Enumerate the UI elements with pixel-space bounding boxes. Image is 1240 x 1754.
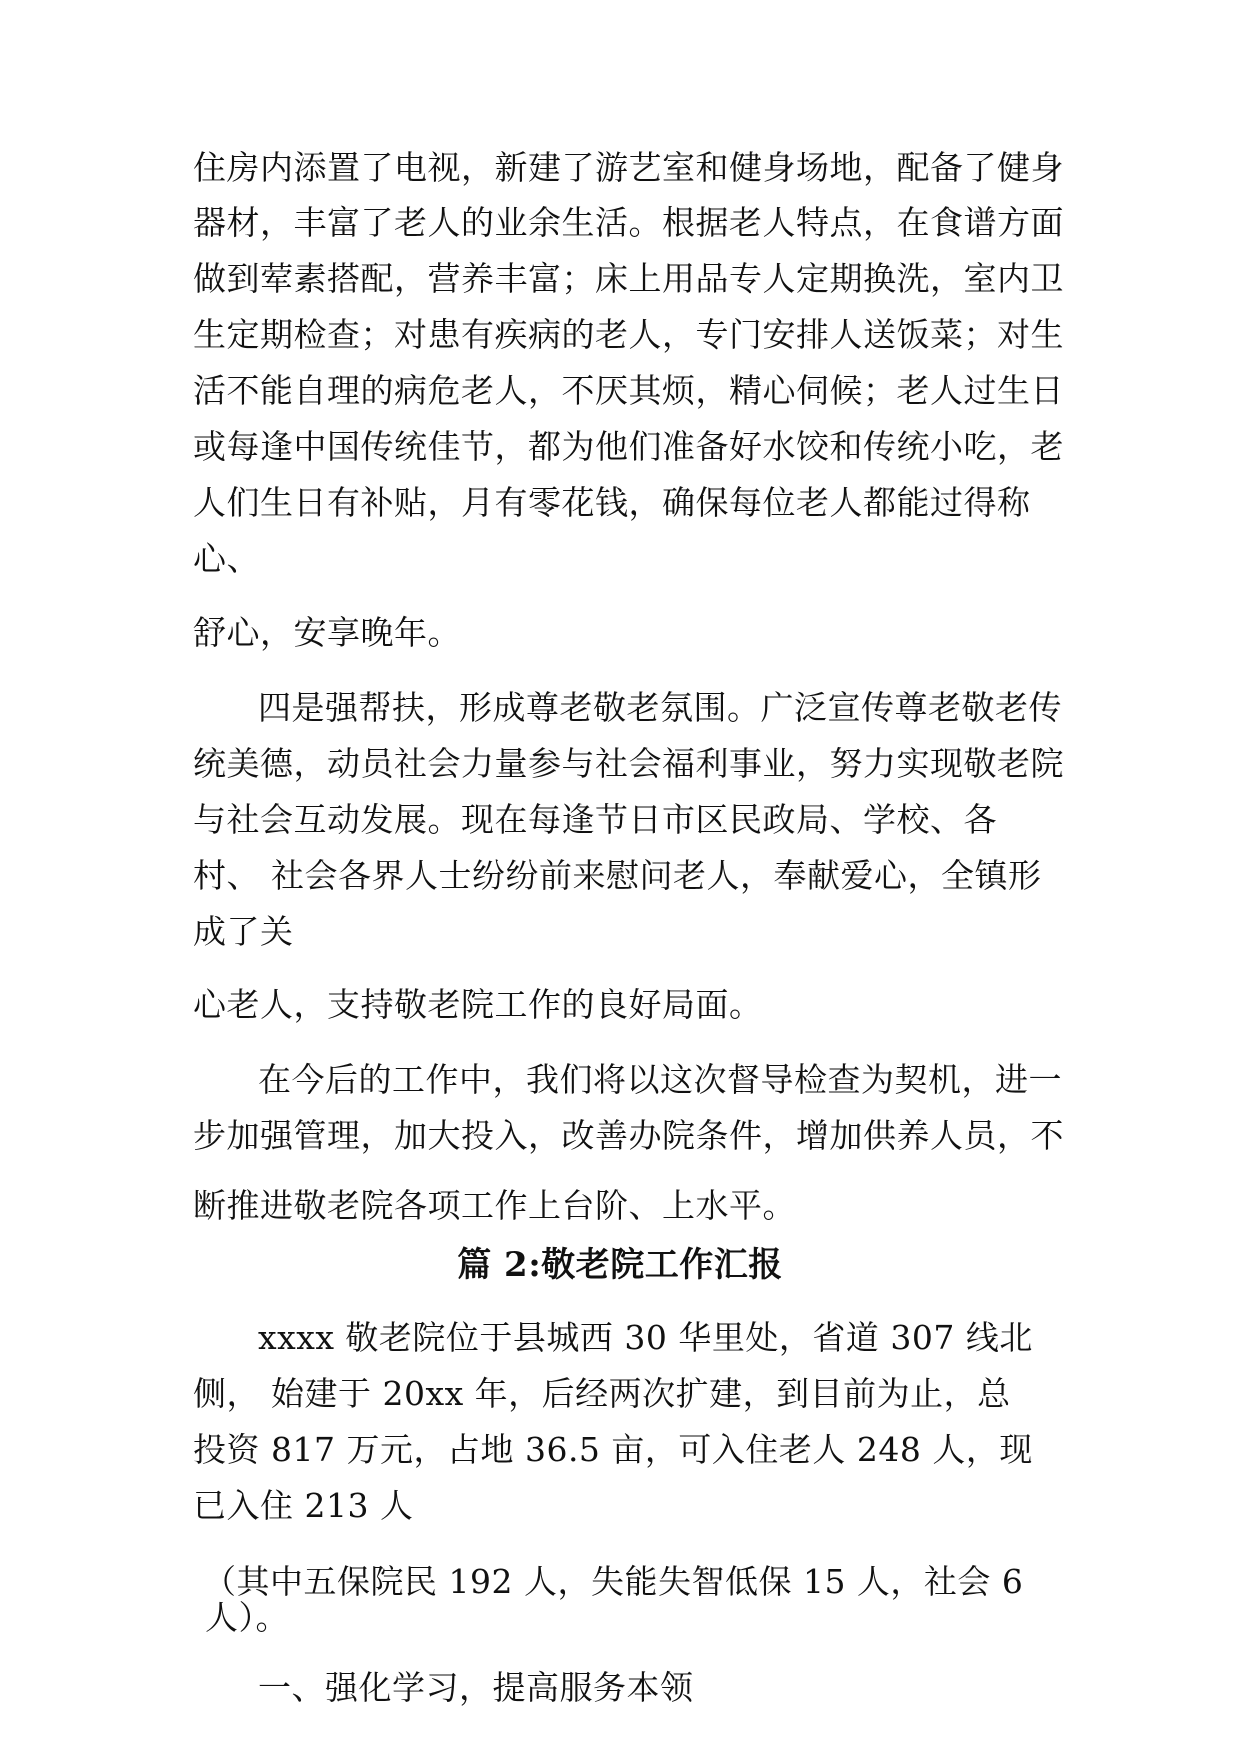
text-line: 或每逢中国传统佳节，都为他们准备好水饺和传统小吃，老	[193, 427, 1064, 466]
text-line: 侧， 始建于 20xx 年，后经两次扩建，到目前为止，总	[193, 1374, 1011, 1413]
paragraph-first-line: 在今后的工作中，我们将以这次督导检查为契机，进一	[258, 1060, 1062, 1099]
text-line: 人们生日有补贴，月有零花钱，确保每位老人都能过得称	[193, 483, 1031, 522]
section-heading: 篇 2:敬老院工作汇报	[457, 1245, 783, 1285]
subheading: 一、强化学习，提高服务本领	[258, 1668, 694, 1707]
text-line: 成了关	[193, 912, 294, 951]
text-line: 舒心，安享晚年。	[193, 613, 461, 652]
text-line: 住房内添置了电视，新建了游艺室和健身场地，配备了健身	[193, 148, 1064, 187]
text-line: 活不能自理的病危老人，不厌其烦，精心伺候；老人过生日	[193, 371, 1064, 410]
text-line: 统美德，动员社会力量参与社会福利事业，努力实现敬老院	[193, 744, 1064, 783]
text-line: 断推进敬老院各项工作上台阶、上水平。	[193, 1186, 796, 1225]
text-line: 生定期检查；对患有疾病的老人，专门安排人送饭菜；对生	[193, 315, 1064, 354]
text-line: 已入住 213 人	[193, 1486, 414, 1525]
text-line: 与社会互动发展。现在每逢节日市区民政局、学校、各	[193, 800, 997, 839]
text-line: 心、	[193, 539, 260, 578]
text-line: （其中五保院民 192 人，失能失智低保 15 人，社会 6	[203, 1562, 1024, 1601]
text-line: 投资 817 万元，占地 36.5 亩，可入住老人 248 人，现	[193, 1430, 1033, 1469]
text-line: 心老人，支持敬老院工作的良好局面。	[193, 985, 763, 1024]
text-line: 步加强管理，加大投入，改善办院条件，增加供养人员，不	[193, 1116, 1064, 1155]
text-line: 做到荤素搭配，营养丰富；床上用品专人定期换洗，室内卫	[193, 259, 1064, 298]
text-line: 人）。	[205, 1598, 289, 1637]
paragraph-first-line: 四是强帮扶，形成尊老敬老氛围。广泛宣传尊老敬老传	[258, 688, 1062, 727]
paragraph-first-line: xxxx 敬老院位于县城西 30 华里处，省道 307 线北	[258, 1318, 1033, 1357]
text-line: 村、 社会各界人士纷纷前来慰问老人，奉献爱心，全镇形	[193, 856, 1042, 895]
text-line: 器材，丰富了老人的业余生活。根据老人特点，在食谱方面	[193, 203, 1064, 242]
